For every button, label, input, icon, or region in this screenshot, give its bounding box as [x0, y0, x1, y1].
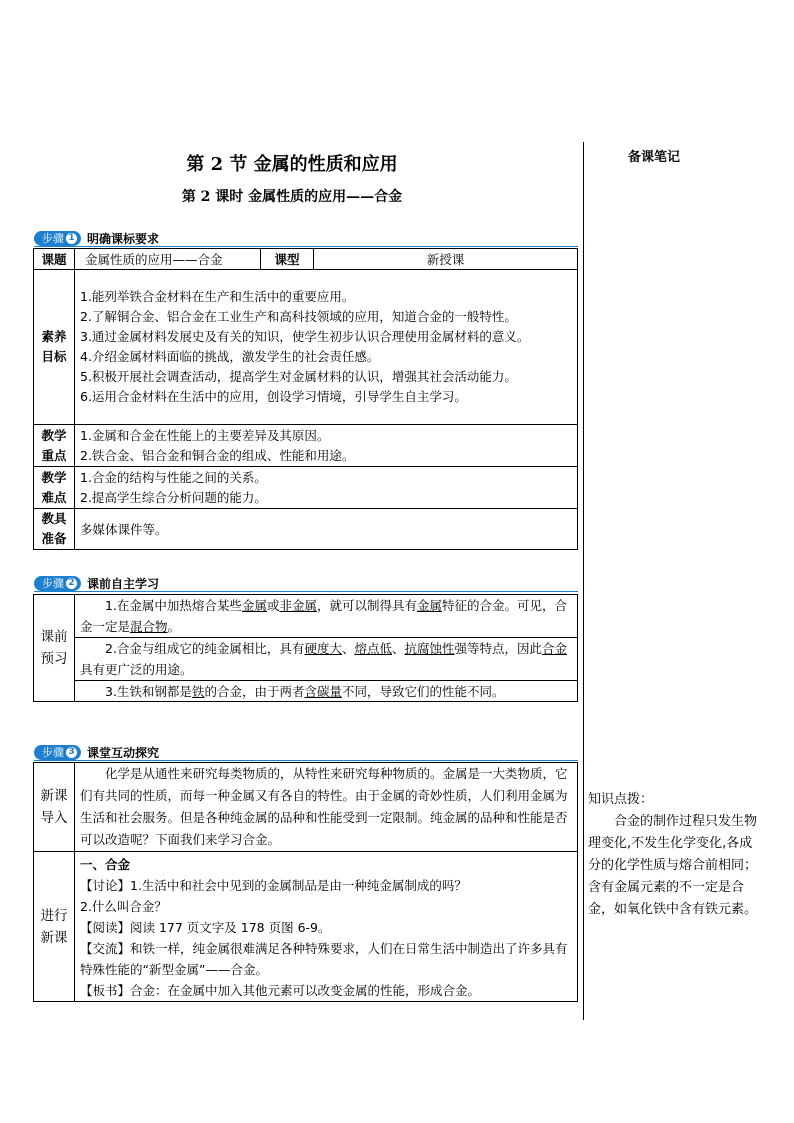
step-3-heading	[34, 744, 159, 760]
preview-table	[33, 594, 578, 702]
lesson-line: 2.什么叫合金？	[80, 899, 167, 914]
goal-item: 3.通过金属材料发展史及有关的知识，使学生初步认识合理使用金属材料的意义。	[80, 329, 530, 344]
step-number: 2	[66, 578, 77, 589]
step-tag: 步骤	[42, 577, 64, 590]
intro-label: 新课导入	[34, 763, 75, 852]
materials-cell: 多媒体课件等。	[75, 509, 578, 550]
page-subtitle: 第 2 课时 金属性质的应用——合金	[181, 189, 403, 205]
step-number: 3	[66, 747, 77, 758]
page-title: 第 2 节 金属的性质和应用	[186, 154, 398, 175]
step-tag: 步骤	[42, 746, 64, 759]
step-2-heading	[34, 575, 159, 591]
key-points-cell	[75, 425, 578, 467]
lesson-line: 【讨论】1.生活中和社会中见到的金属制品是由一种纯金属制成的吗？	[80, 878, 467, 893]
key-point-item: 1.金属和合金在性能上的主要差异及其原因。	[80, 427, 330, 443]
section-heading: 一、合金	[80, 857, 131, 872]
lesson-line: 【板书】合金：在金属中加入其他元素可以改变金属的性能，形成合金。	[80, 983, 481, 998]
step-tag: 步骤	[42, 232, 64, 245]
step-badge	[34, 576, 81, 591]
goals-label: 素养目标	[34, 270, 75, 425]
materials-label: 教具准备	[34, 509, 75, 550]
preview-item: 1.在金属中加热熔合某些金属或非金属，就可以制得具有金属特征的合金。可见，合金一定是混合物。	[75, 595, 578, 638]
notes-header: 备课笔记	[628, 150, 681, 165]
goal-item: 2.了解铜合金、铝合金在工业生产和高科技领域的应用，知道合金的一般特性。	[80, 309, 517, 324]
notes-divider	[583, 142, 584, 1020]
lesson-line: 【交流】和铁一样，纯金属很难满足各种特殊要求，人们在日常生活中制造出了许多具有特殊性能的“新型金属”——合金。	[80, 941, 568, 977]
step-rule	[34, 246, 578, 247]
goal-item: 1.能列举铁合金材料在生产和生活中的重要应用。	[80, 289, 355, 304]
step-number: 1	[66, 233, 77, 244]
note-text: 合金的制作过程只发生物理变化,不发生化学变化,各成分的化学性质与熔合前相同；含有金属元素的不一定是合金，如氧化铁中含有铁元素。	[588, 814, 758, 917]
classroom-table	[33, 762, 578, 1002]
topic-value: 金属性质的应用——合金	[75, 249, 261, 270]
preview-item: 3.生铁和钢都是铁的合金，由于两者含碳量不同，导致它们的性能不同。	[75, 681, 578, 702]
step-rule	[34, 591, 578, 592]
step-label: 课前自主学习	[87, 576, 160, 591]
goal-item: 4.介绍金属材料面临的挑战，激发学生的社会责任感。	[80, 349, 380, 364]
type-label: 课型	[261, 249, 314, 270]
goals-cell	[75, 270, 578, 425]
lesson-line: 【阅读】阅读 177 页文字及 178 页图 6-9。	[80, 920, 331, 935]
intro-text: 化学是从通性来研究每类物质的，从特性来研究每种物质的。金属是一大类物质，它们有共同的性质，而每一种金属又有各自的特性。由于金属的奇妙性质，人们利用金属为生活和社会服务。但是各种纯金属的品种和性能受到一定限制。纯金属的品种和性能是否可以改造呢？下面我们来学习合金。	[75, 763, 578, 852]
new-lesson-label: 进行新课	[34, 852, 75, 1002]
difficulty-item: 2.提高学生综合分析问题的能力。	[80, 489, 267, 505]
key-point-item: 2.铁合金、铝合金和铜合金的组成、性能和用途。	[80, 447, 355, 463]
key-points-label: 教学重点	[34, 425, 75, 467]
step-label: 明确课标要求	[87, 231, 160, 246]
step-badge	[34, 231, 81, 246]
new-lesson-cell	[75, 852, 578, 1002]
preview-item: 2.合金与组成它的纯金属相比，具有硬度大、熔点低、抗腐蚀性强等特点，因此合金具有更广泛的用途。	[75, 638, 578, 681]
step-label: 课堂互动探究	[87, 745, 160, 760]
goal-item: 5.积极开展社会调查活动，提高学生对金属材料的认识，增强其社会活动能力。	[80, 369, 517, 384]
step-badge	[34, 745, 81, 760]
difficulties-cell	[75, 467, 578, 509]
difficulty-item: 1.合金的结构与性能之间的关系。	[80, 469, 267, 485]
type-value: 新授课	[314, 249, 578, 270]
difficulties-label: 教学难点	[34, 467, 75, 509]
step-rule	[34, 760, 578, 761]
knowledge-note	[588, 789, 758, 921]
goal-item: 6.运用合金材料在生活中的应用，创设学习情境，引导学生自主学习。	[80, 389, 467, 404]
note-title: 知识点拨：	[588, 792, 654, 807]
topic-label: 课题	[34, 249, 75, 270]
step-1-heading	[34, 230, 159, 246]
course-standards-table	[33, 248, 578, 550]
preview-label: 课前预习	[34, 595, 75, 702]
